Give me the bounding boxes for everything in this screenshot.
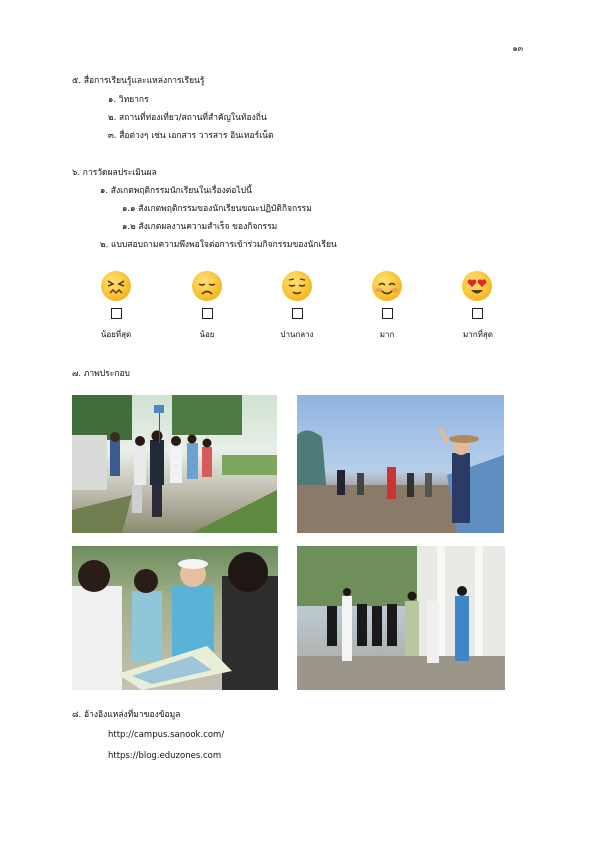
section6-sub-1: ๑.๑ สังเกตพฤติกรรมของนักเรียนขณะปฏิบัติกิจกรรม: [122, 204, 312, 214]
smiling-face-icon: [372, 271, 402, 301]
heart-eyes-face-icon: [462, 271, 492, 301]
rating-checkbox-much[interactable]: [382, 308, 393, 319]
section6-heading: ๖. การวัดผลประเมินผล: [72, 168, 157, 178]
rating-label-least: น้อยที่สุด: [100, 330, 132, 339]
section8-heading: ๘. อ้างอิงแหล่งที่มาของข้อมูล: [72, 710, 181, 720]
section5-item-1: ๑. วิทยากร: [108, 95, 149, 105]
rating-checkbox-moderate[interactable]: [292, 308, 303, 319]
confounded-face-icon: [101, 271, 131, 301]
section6-item-2: ๒. แบบสอบถามความพึงพอใจต่อการเข้าร่วมกิจกรรมของนักเรียน: [100, 240, 337, 250]
reference-link-2[interactable]: https://blog.eduzones.com: [108, 751, 222, 761]
section5-item-2: ๒. สถานที่ท่องเที่ยว/สถานที่สำคัญในท้องถิ่น: [108, 113, 267, 123]
photo-tour-group-street: [72, 395, 277, 533]
section6-item-1: ๑. สังเกตพฤติกรรมนักเรียนในเรื่องต่อไปนี้: [100, 186, 252, 196]
rating-checkbox-less[interactable]: [202, 308, 213, 319]
rating-checkbox-least[interactable]: [111, 308, 122, 319]
rating-label-much: มาก: [379, 330, 395, 339]
disappointed-face-icon: [192, 271, 222, 301]
rating-label-most: มากที่สุด: [463, 330, 493, 339]
rating-checkbox-most[interactable]: [472, 308, 483, 319]
photo-teacher-pointing: [297, 395, 504, 533]
photo-students-at-building: [297, 546, 505, 690]
section5-item-3: ๓. สื่อต่างๆ เช่น เอกสาร วารสาร อินเทอร์เน็ต: [108, 131, 274, 141]
section6-sub-2: ๑.๒ สังเกตผลงานความสำเร็จ ของกิจกรรม: [122, 222, 278, 232]
rating-label-less: น้อย: [199, 330, 215, 339]
page-number: ๑๓: [512, 44, 523, 53]
section7-heading: ๗. ภาพประกอบ: [72, 369, 130, 379]
rating-label-moderate: ปานกลาง: [280, 330, 314, 339]
photo-students-reading-map: [72, 546, 278, 690]
reference-link-1[interactable]: http://campus.sanook.com/: [108, 730, 225, 740]
section5-heading: ๕. สื่อการเรียนรู้และแหล่งการเรียนรู้: [72, 76, 205, 86]
relieved-face-icon: [282, 271, 312, 301]
